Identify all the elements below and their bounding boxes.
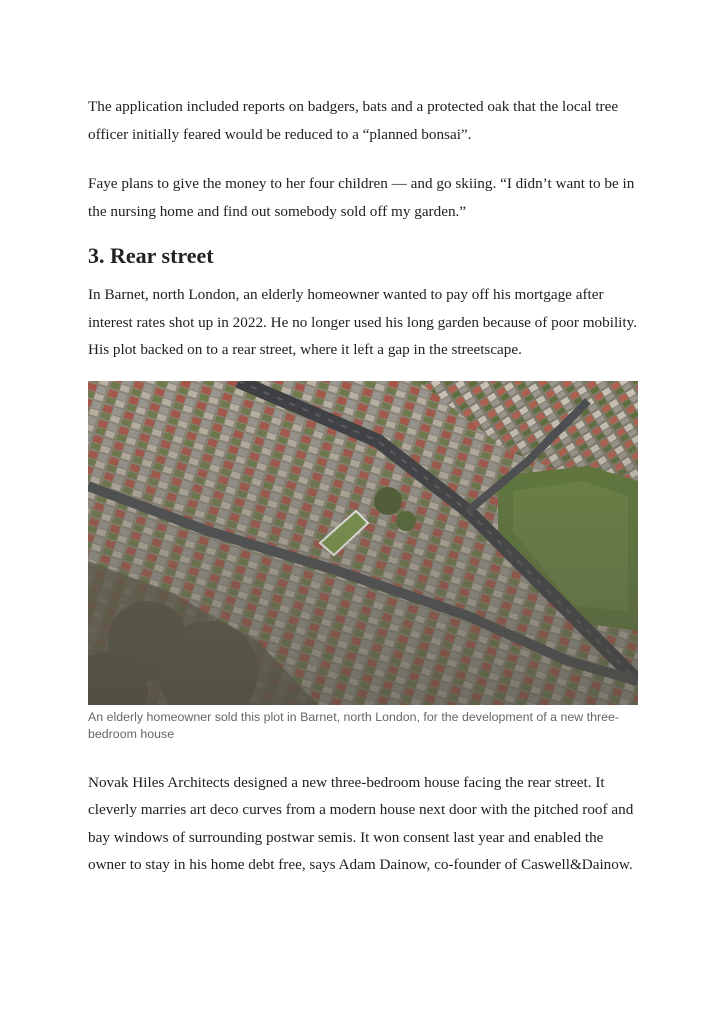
- paragraph-faye-plans: Faye plans to give the money to her four children — and go skiing. “I didn’t want to be in the nursing home and find out somebody sold off my garden.”: [88, 175, 635, 220]
- photo-caption: An elderly homeowner sold this plot in Barnet, north London, for the development of a new three-bedroom house: [88, 709, 620, 741]
- aerial-photo-barnet: [88, 381, 638, 705]
- article-body: [88, 93, 640, 879]
- paragraph-barnet: In Barnet, north London, an elderly homeowner wanted to pay off his mortgage after interest rates shot up in 2022. He no longer used his long garden because of poor mobility. His plot backed on to a rear street, where it left a gap in the streetscape.: [88, 286, 638, 358]
- section-heading-rear-street: 3. Rear street: [88, 243, 214, 268]
- paragraph-novak-hiles: Novak Hiles Architects designed a new three-bedroom house facing the rear street. It cleverly marries art deco curves from a modern house next door with the pitched roof and bay windows of surrounding postwar semis. It won consent last year and enabled the owner to stay in his home debt free, says Adam Dainow, co-founder of Caswell&Dainow.: [88, 773, 634, 873]
- paragraph-application: The application included reports on badgers, bats and a protected oak that the local tree officer initially feared would be reduced to a “planned bonsai”.: [88, 98, 619, 143]
